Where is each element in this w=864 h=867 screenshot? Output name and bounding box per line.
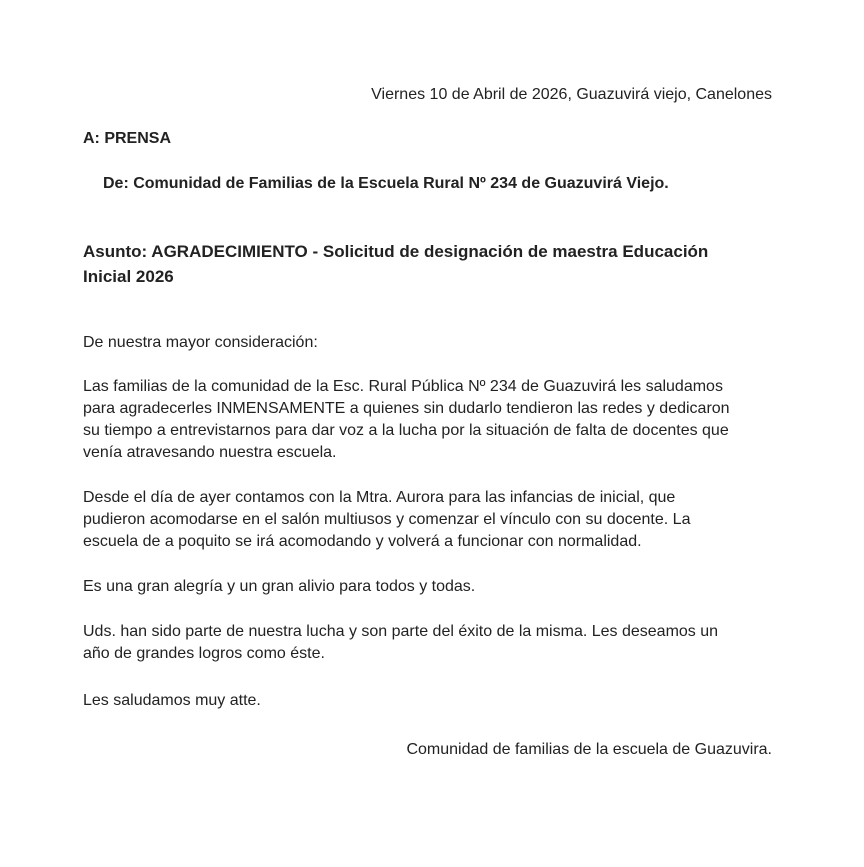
paragraph-line: año de grandes logros como éste. — [83, 645, 325, 662]
sender-line: De: Comunidad de Familias de la Escuela Rural Nº 234 de Guazuvirá Viejo. — [103, 175, 669, 192]
body-paragraph — [83, 576, 783, 598]
closing-line: Les saludamos muy atte. — [83, 692, 261, 709]
signature-line: Comunidad de familias de la escuela de Guazuvira. — [406, 741, 772, 758]
paragraph-line: pudieron acomodarse en el salón multiusos y comenzar el vínculo con su docente. La — [83, 511, 691, 528]
body-paragraph — [83, 621, 783, 665]
subject-line: Inicial 2026 — [83, 267, 174, 286]
recipient-line: A: PRENSA — [83, 130, 172, 147]
paragraph-line: Es una gran alegría y un gran alivio para todos y todas. — [83, 578, 476, 595]
subject-line: Asunto: AGRADECIMIENTO - Solicitud de designación de maestra Educación — [83, 242, 709, 261]
date-line: Viernes 10 de Abril de 2026, Guazuvirá viejo, Canelones — [371, 86, 772, 103]
greeting: De nuestra mayor consideración: — [83, 334, 318, 351]
paragraph-line: Las familias de la comunidad de la Esc. Rural Pública Nº 234 de Guazuvirá les saludamos — [83, 378, 723, 395]
paragraph-line: venía atravesando nuestra escuela. — [83, 444, 337, 461]
paragraph-line: para agradecerles INMENSAMENTE a quienes sin dudarlo tendieron las redes y dedicaron — [83, 400, 730, 417]
body-paragraph — [83, 487, 783, 553]
paragraph-line: Desde el día de ayer contamos con la Mtra. Aurora para las infancias de inicial, que — [83, 489, 676, 506]
subject-heading — [83, 239, 783, 289]
paragraph-line: escuela de a poquito se irá acomodando y volverá a funcionar con normalidad. — [83, 533, 642, 550]
paragraph-line: Uds. han sido parte de nuestra lucha y son parte del éxito de la misma. Les deseamos un — [83, 623, 719, 640]
paragraph-line: su tiempo a entrevistarnos para dar voz a la lucha por la situación de falta de docentes que — [83, 422, 729, 439]
body-paragraph — [83, 376, 783, 464]
